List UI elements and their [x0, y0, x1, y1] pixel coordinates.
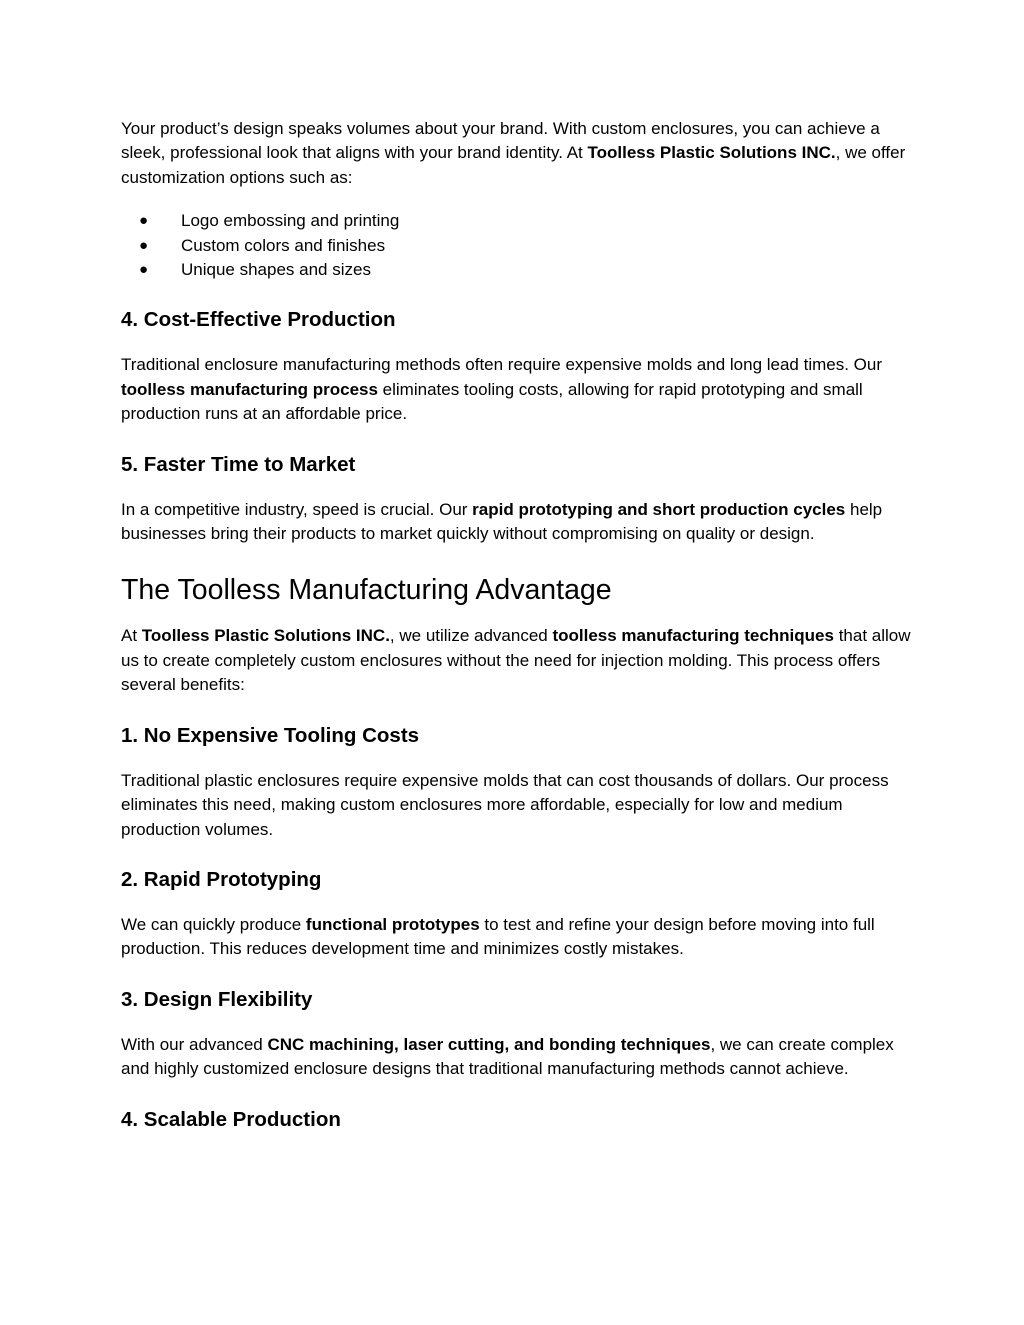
list-item-text: Logo embossing and printing [181, 211, 400, 231]
cost-text-1: Traditional enclosure manufacturing methods often require expensive molds and long lead times. Our [121, 355, 883, 375]
list-item-text: Unique shapes and sizes [181, 260, 371, 280]
faster-text-1: In a competitive industry, speed is crucial. Our [121, 499, 473, 519]
faster-text-2: help businesses bring their products to market quickly without compromising on quality or design. [121, 499, 883, 544]
advantage-heading: The Toolless Manufacturing Advantage [121, 574, 612, 607]
faster-time-paragraph [121, 498, 911, 547]
list-item [121, 209, 911, 233]
design-flexibility-paragraph [121, 1033, 911, 1082]
custom-options-list [121, 209, 911, 282]
advantage-bold-1: Toolless Plastic Solutions INC. [141, 626, 390, 646]
intro-paragraph [121, 117, 911, 190]
document-page [121, 117, 911, 1133]
rapid-text-1: We can quickly produce [121, 914, 306, 934]
section-heading-rapid-prototyping: 2. Rapid Prototyping [121, 867, 322, 891]
section-heading-design-flexibility: 3. Design Flexibility [121, 987, 313, 1011]
section-heading-scalable-production: 4. Scalable Production [121, 1107, 341, 1131]
no-tooling-paragraph: Traditional plastic enclosures require expensive molds that can cost thousands of dollars. Our process eliminates this need, making custom enclosures more affordable, especially for low and medium production volumes. [121, 770, 889, 839]
advantage-bold-2: toolless manufacturing techniques [552, 626, 834, 646]
rapid-bold: functional prototypes [305, 914, 480, 934]
bullet-icon: ● [139, 212, 149, 230]
list-item-text: Custom colors and finishes [181, 235, 386, 255]
advantage-paragraph [121, 624, 911, 697]
intro-text-2: , we offer customization options such as: [121, 143, 906, 187]
section-heading-cost-effective: 4. Cost-Effective Production [121, 308, 396, 332]
flex-text-2: , we can create complex and highly customized enclosure designs that traditional manufacturing methods cannot achieve. [121, 1034, 894, 1079]
bullet-icon: ● [139, 261, 149, 279]
section-heading-no-tooling: 1. No Expensive Tooling Costs [121, 723, 420, 747]
flex-bold: CNC machining, laser cutting, and bonding techniques [267, 1034, 711, 1054]
bullet-icon: ● [139, 236, 149, 254]
flex-text-1: With our advanced [121, 1034, 268, 1054]
advantage-text-3: that allow us to create completely custom enclosures without the need for injection molding. This process offers several benefits: [121, 626, 911, 695]
faster-bold: rapid prototyping and short production cycles [472, 499, 846, 519]
advantage-text-2: , we utilize advanced [389, 626, 553, 646]
intro-text-1: Your product’s design speaks volumes about your brand. With custom enclosures, you can achieve a sleek, professional look that aligns with your brand identity. At [121, 119, 880, 163]
rapid-prototyping-paragraph [121, 913, 911, 962]
company-name: Toolless Plastic Solutions INC. [587, 143, 836, 163]
list-item [121, 234, 911, 258]
cost-bold: toolless manufacturing process [121, 379, 378, 399]
list-item [121, 258, 911, 282]
cost-effective-paragraph [121, 353, 911, 426]
cost-text-2: eliminates tooling costs, allowing for rapid prototyping and small production runs at an affordable price. [121, 379, 863, 424]
rapid-text-2: to test and refine your design before moving into full production. This reduces development time and minimizes costly mistakes. [121, 914, 875, 959]
advantage-text-1: At [121, 626, 142, 646]
section-heading-faster-time: 5. Faster Time to Market [121, 452, 356, 476]
